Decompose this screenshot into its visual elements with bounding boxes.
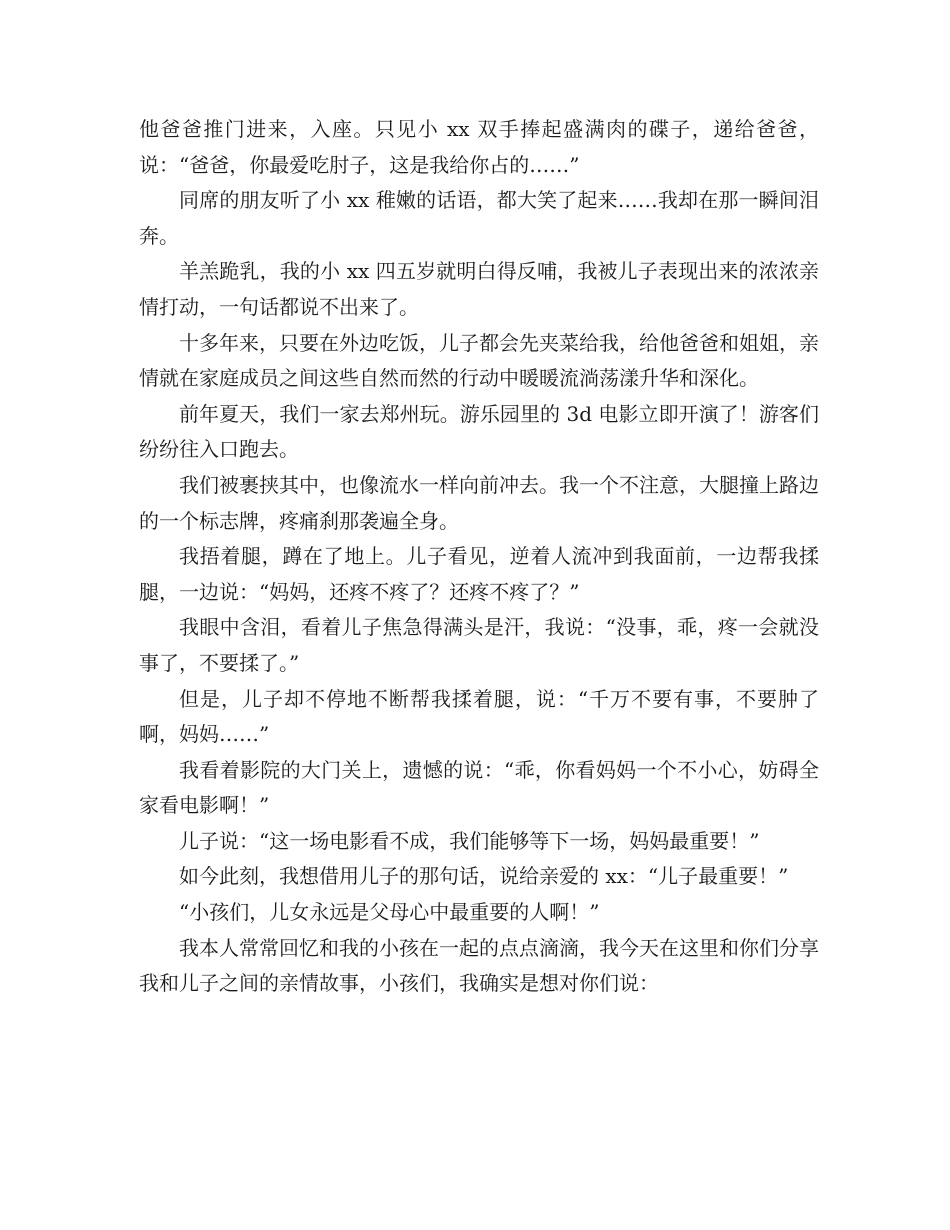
paragraph: 我眼中含泪，看着儿子焦急得满头是汗，我说：“没事，乖，疼一会就没事了，不要揉了。”: [139, 615, 819, 675]
paragraph: 我捂着腿，蹲在了地上。儿子看见，逆着人流冲到我面前，一边帮我揉腿，一边说：“妈妈，还疼不疼了？还疼不疼了？”: [139, 544, 819, 604]
paragraph: 儿子说：“这一场电影看不成，我们能够等下一场，妈妈最重要！”: [179, 828, 760, 853]
paragraph: 我看着影院的大门关上，遗憾的说：“乖，你看妈妈一个不小心，妨碍全家看电影啊！”: [139, 757, 819, 818]
paragraph: 但是，儿子却不停地不断帮我揉着腿，说：“千万不要有事，不要肿了啊，妈妈……”: [139, 686, 819, 747]
document-body: [139, 112, 819, 1002]
paragraph: 同席的朋友听了小 xx 稚嫩的话语，都大笑了起来……我却在那一瞬间泪奔。: [139, 188, 819, 248]
paragraph: 我们被裹挟其中，也像流水一样向前冲去。我一个不注意，大腿撞上路边的一个标志牌，疼痛刹那袭遍全身。: [139, 472, 819, 533]
paragraph: 十多年来，只要在外边吃饭，儿子都会先夹菜给我，给他爸爸和姐姐，亲情就在家庭成员之间这些自然而然的行动中暖暖流淌荡漾升华和深化。: [139, 330, 819, 391]
paragraph: 羊羔跪乳，我的小 xx 四五岁就明白得反哺，我被儿子表现出来的浓浓亲情打动，一句话都说不出来了。: [139, 259, 819, 319]
paragraph: 我本人常常回忆和我的小孩在一起的点点滴滴，我今天在这里和你们分享我和儿子之间的亲情故事，小孩们，我确实是想对你们说：: [139, 935, 819, 996]
paragraph: 如今此刻，我想借用儿子的那句话，说给亲爱的 xx：“儿子最重要！”: [179, 864, 789, 889]
paragraph: 前年夏天，我们一家去郑州玩。游乐园里的 3d 电影立即开演了！游客们纷纷往入口跑去。: [139, 401, 819, 462]
paragraph: “小孩们，儿女永远是父母心中最重要的人啊！”: [179, 900, 600, 925]
paragraph: 他爸爸推门进来，入座。只见小 xx 双手捧起盛满肉的碟子，递给爸爸，说：“爸爸，你最爱吃肘子，这是我给你占的……”: [139, 117, 819, 177]
